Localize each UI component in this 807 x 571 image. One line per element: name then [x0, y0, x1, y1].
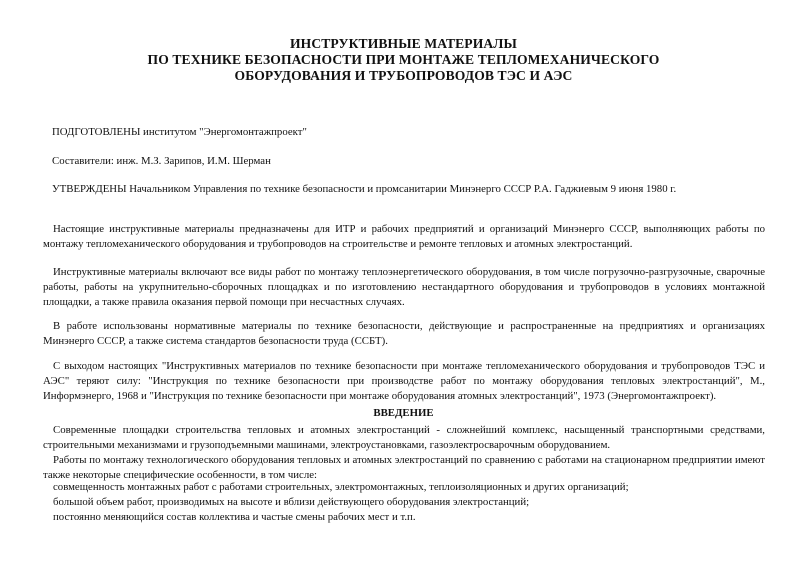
document-title-line-1: ИНСТРУКТИВНЫЕ МАТЕРИАЛЫ	[290, 36, 517, 51]
intro-paragraph-site-complexity: Современные площадки строительства тепловых и атомных электростанций - сложнейший комплекс, насыщенный транспортными средствами, строительными механизмами и грузоподъемными машинами, электроустановками, газоэлектросварочным оборудованием.	[43, 424, 765, 452]
paragraph-sources: В работе использованы нормативные материалы по технике безопасности, действующие и распространенные на предприятиях и организациях Минэнерго СССР, а также система стандартов безопасности труда (ССБТ).	[43, 320, 765, 348]
prepared-by-line: ПОДГОТОВЛЕНЫ институтом "Энергомонтажпроект"	[52, 126, 307, 138]
paragraph-superseded: С выходом настоящих "Инструктивных материалов по технике безопасности при монтаже тепломеханического оборудования и трубопроводов ТЭС и АЭС" теряют силу: "Инструкция по технике безопасности при производстве работ по монтажу оборудования тепловых электростанций", М., Информэнерго, 1968 и "Инструкция по технике безопасности при монтаже оборудования атомных электростанций", 1973 (Энергомонтажпроект).	[43, 360, 765, 403]
list-item: совмещенность монтажных работ с работами строительных, электромонтажных, теплоизоляционных и других организаций;	[53, 481, 629, 493]
list-item: большой объем работ, производимых на высоте и вблизи действующего оборудования электростанций;	[53, 496, 530, 508]
approved-line: УТВЕРЖДЕНЫ Начальником Управления по технике безопасности и промсанитарии Минэнерго СССР Р.А. Гаджиевым 9 июня 1980 г.	[52, 183, 677, 195]
list-item: постоянно меняющийся состав коллектива и частые смены рабочих мест и т.п.	[53, 511, 416, 523]
section-heading-introduction: ВВЕДЕНИЕ	[373, 407, 434, 419]
intro-paragraph-specifics: Работы по монтажу технологического оборудования тепловых и атомных электростанций по сравнению с работами на стационарном предприятии имеют также некоторые специфические особенности, в том числе:	[43, 454, 765, 482]
paragraph-purpose: Настоящие инструктивные материалы предназначены для ИТР и рабочих предприятий и организаций Минэнерго СССР, выполняющих работы по монтажу тепломеханического оборудования и трубопроводов на строительстве и ремонте тепловых и атомных электростанций.	[43, 223, 765, 251]
document-title-line-3: ОБОРУДОВАНИЯ И ТРУБОПРОВОДОВ ТЭС И АЭС	[234, 68, 573, 83]
document-title-line-2: ПО ТЕХНИКЕ БЕЗОПАСНОСТИ ПРИ МОНТАЖЕ ТЕПЛОМЕХАНИЧЕСКОГО	[147, 52, 660, 67]
paragraph-scope: Инструктивные материалы включают все виды работ по монтажу теплоэнергетического оборудования, в том числе погрузочно-разгрузочные, сварочные работы, работы на укрупнительно-сборочных площадках и по изготовлению нестандартного оборудования и трубопроводов в условиях монтажной площадки, а также правила оказания первой помощи при несчастных случаях.	[43, 266, 765, 309]
compilers-line: Составители: инж. М.З. Зарипов, И.М. Шерман	[52, 155, 271, 167]
